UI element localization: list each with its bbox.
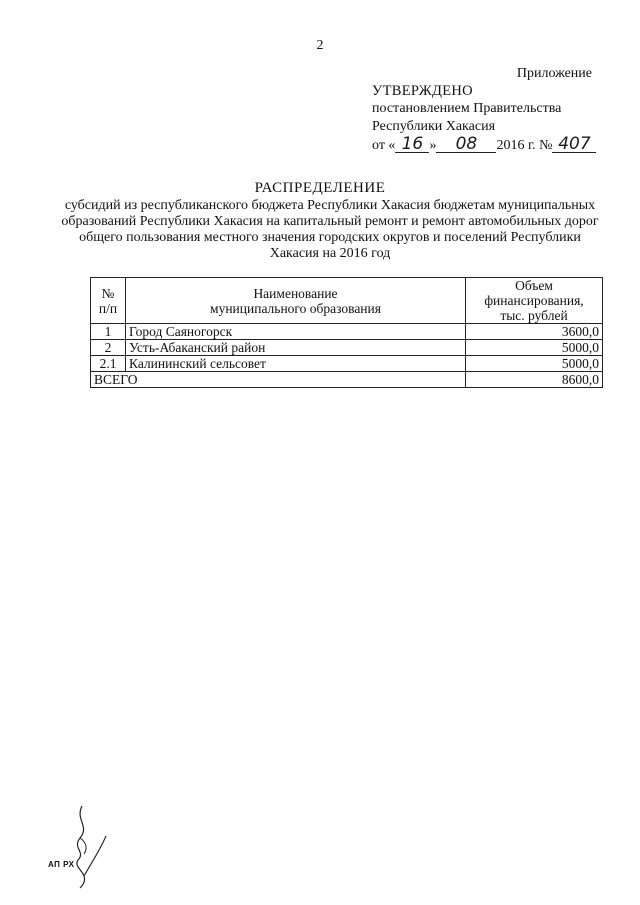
total-label: ВСЕГО <box>91 372 466 388</box>
row-number: 2 <box>91 340 126 356</box>
handwritten-month: 08 <box>436 136 496 153</box>
document-subtitle: субсидий из республиканского бюджета Республики Хакасия бюджетам муниципальных образований Республики Хакасия на капитальный ремонт и ремонт автомобильных дорог общего пользования местного значения городских округов и поселений Республики Хакасия на 2016 год <box>61 198 599 261</box>
appendix-label: Приложение <box>516 66 592 81</box>
page-number: 2 <box>316 38 324 53</box>
row-municipality: Усть-Абаканский район <box>126 340 466 356</box>
row-municipality: Калининский сельсовет <box>126 356 466 372</box>
row-amount: 3600,0 <box>466 324 603 340</box>
table-total-row <box>91 372 603 388</box>
header-funding: Объем финансирования, тыс. рублей <box>466 278 603 324</box>
table-header-row <box>91 278 603 324</box>
total-amount: 8600,0 <box>466 372 603 388</box>
approval-line-1: постановлением Правительства <box>372 101 562 116</box>
header-municipality: Наименование муниципального образования <box>126 278 466 324</box>
table-row <box>91 324 603 340</box>
approval-block <box>372 82 596 155</box>
row-amount: 5000,0 <box>466 340 603 356</box>
handwritten-day: 16 <box>395 136 429 153</box>
row-amount: 5000,0 <box>466 356 603 372</box>
document-title: РАСПРЕДЕЛЕНИЕ <box>254 180 386 196</box>
distribution-table <box>90 277 603 388</box>
handwritten-decree-number: 407 <box>552 136 596 153</box>
approval-line-2: Республики Хакасия <box>372 119 496 134</box>
approved-heading: УТВЕРЖДЕНО <box>372 83 473 99</box>
table-row <box>91 340 603 356</box>
row-number: 1 <box>91 324 126 340</box>
initials-stamp: АП РХ <box>48 860 75 869</box>
row-municipality: Город Саяногорск <box>126 324 466 340</box>
row-number: 2.1 <box>91 356 126 372</box>
table-row <box>91 356 603 372</box>
header-number: № п/п <box>91 278 126 324</box>
handwritten-signature <box>20 800 130 890</box>
approval-date-line: от « 16 » 08 2016 г. № 407 <box>372 136 596 155</box>
